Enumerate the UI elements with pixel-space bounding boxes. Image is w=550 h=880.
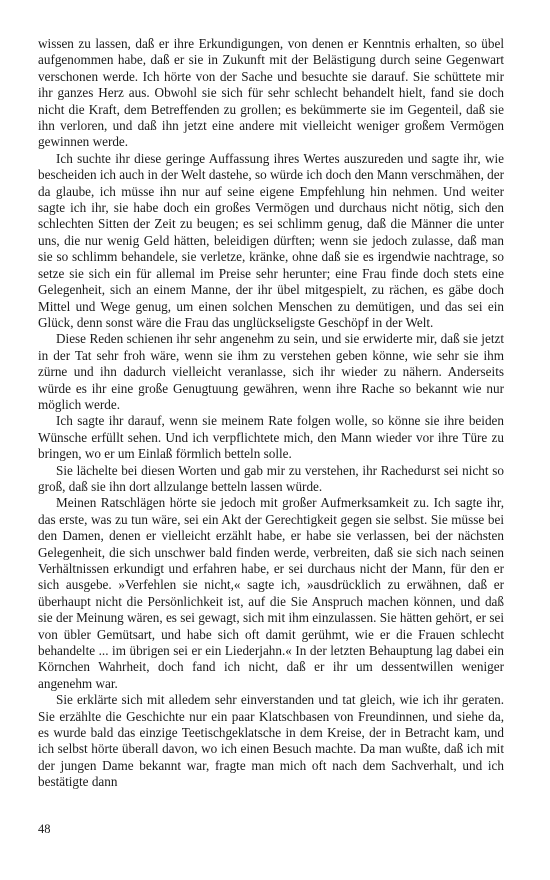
paragraph-2: Ich suchte ihr diese geringe Auffassung ihres Wertes auszureden und sagte ihr, wie bescheiden ich auch in der Welt dastehe, so würde ich doch den Mann verschmähen, der da glaube, ich müsse ihn nur auf seine eigene Empfehlung hin nehmen. Und weiter sagte ich ihr, sie habe doch ein großes Vermögen und durchaus nicht nötig, sich den schlechten Sitten der Zeit zu beugen; es sei schlimm genug, daß die Männer die unter uns, die nur wenig Geld hätten, beleidigen dürften; wenn sie jedoch zulasse, daß man sie so schlimm behandele, sie verletze, kränke, ohne daß sie es irgendwie nachtrage, so setze sie sich ein für allemal im Preise sehr herunter; eine Frau finde doch stets eine Gelegenheit, sich an einem Manne, der ihr übel mitgespielt, zu rächen, es gäbe doch Mittel und Wege genug, um einen solchen Menschen zu demütigen, und das sei ein Glück, denn sonst wäre die Frau das unglückseligste Geschöpf in der Welt. [38,150,504,330]
paragraph-7: Sie erklärte sich mit alledem sehr einverstanden und tat gleich, wie ich ihr geraten. Sie erzählte die Geschichte nur ein paar Klatschbasen von Freundinnen, und siehe da, es wurde bald das einzige Teetischgeklatsche in dem Kreise, der in Betracht kam, und ich selbst hörte überall davon, wo ich einen Besuch machte. Da man wußte, daß ich mit der jungen Dame bekannt war, fragte man mich oft nach dem Sachverhalt, und ich bestätigte dann [38,692,504,790]
paragraph-6: Meinen Ratschlägen hörte sie jedoch mit großer Aufmerksamkeit zu. Ich sagte ihr, das erste, was zu tun wäre, sei ein Akt der Gerechtigkeit gegen sie selbst. Sie müsse bei den Damen, denen er vielleicht erzählt habe, er habe sie verlassen, bei der nächsten Gelegenheit, die sich unschwer bald finden werde, verbreiten, daß sie sich nach seinen Verhältnissen erkundigt und erfahren habe, er sei durchaus nicht der Mann, für den er sich ausgebe. »Verfehlen sie nicht,« sagte ich, »ausdrücklich zu erwähnen, daß er überhaupt nicht die Persönlichkeit ist, auf die Sie Anspruch machen können, und daß sie der Meinung wären, es sei gewagt, sich mit ihm einzulassen. Sie hätten gehört, er sei von übler Gemütsart, und habe sich oft damit gerühmt, wie er die Frauen schlecht behandelte ... im übrigen sei er ein Liederjahn.« In der letzten Behauptung lag dabei ein Körnchen Wahrheit, doch fand ich nicht, daß er ihr um dessentwillen weniger angenehm war. [38,495,504,691]
book-page-text [38,36,504,791]
paragraph-4: Ich sagte ihr darauf, wenn sie meinem Rate folgen wolle, so könne sie ihre beiden Wünsche erfüllt sehen. Und ich verpflichtete mich, den Mann wieder vor ihre Türe zu bringen, wo er um Einlaß förmlich betteln solle. [38,413,504,462]
paragraph-1: wissen zu lassen, daß er ihre Erkundigungen, von denen er Kenntnis erhalten, so übel aufgenommen habe, daß er sie in Zukunft mit der Belästigung durch seine Gegenwart verschonen werde. Ich hörte von der Sache und besuchte sie darauf. Sie schüttete mir ihr ganzes Herz aus. Obwohl sie sich für sehr schlecht behandelt hielt, fand sie doch nicht die Kraft, dem Betreffenden zu grollen; es bekümmerte sie im Gegenteil, daß sie ihn verloren, und daß ihn jetzt eine andere mit vielleicht weniger großem Vermögen gewinnen werde. [38,36,504,150]
paragraph-5: Sie lächelte bei diesen Worten und gab mir zu verstehen, ihr Rachedurst sei nicht so groß, daß sie ihn dort allzulange betteln lassen würde. [38,462,504,494]
paragraph-3: Diese Reden schienen ihr sehr angenehm zu sein, und sie erwiderte mir, daß sie jetzt in der Tat sehr froh wäre, wenn sie ihm zu verstehen geben könne, wie sehr sie ihm zürne und ihn dadurch vielleicht veranlasse, sich ihr wieder zu nähern. Anderseits würde es ihr eine große Genugtuung gewähren, wenn ihre Rache so bekannt wie nur möglich werde. [38,331,504,412]
page-number: 48 [38,822,51,836]
